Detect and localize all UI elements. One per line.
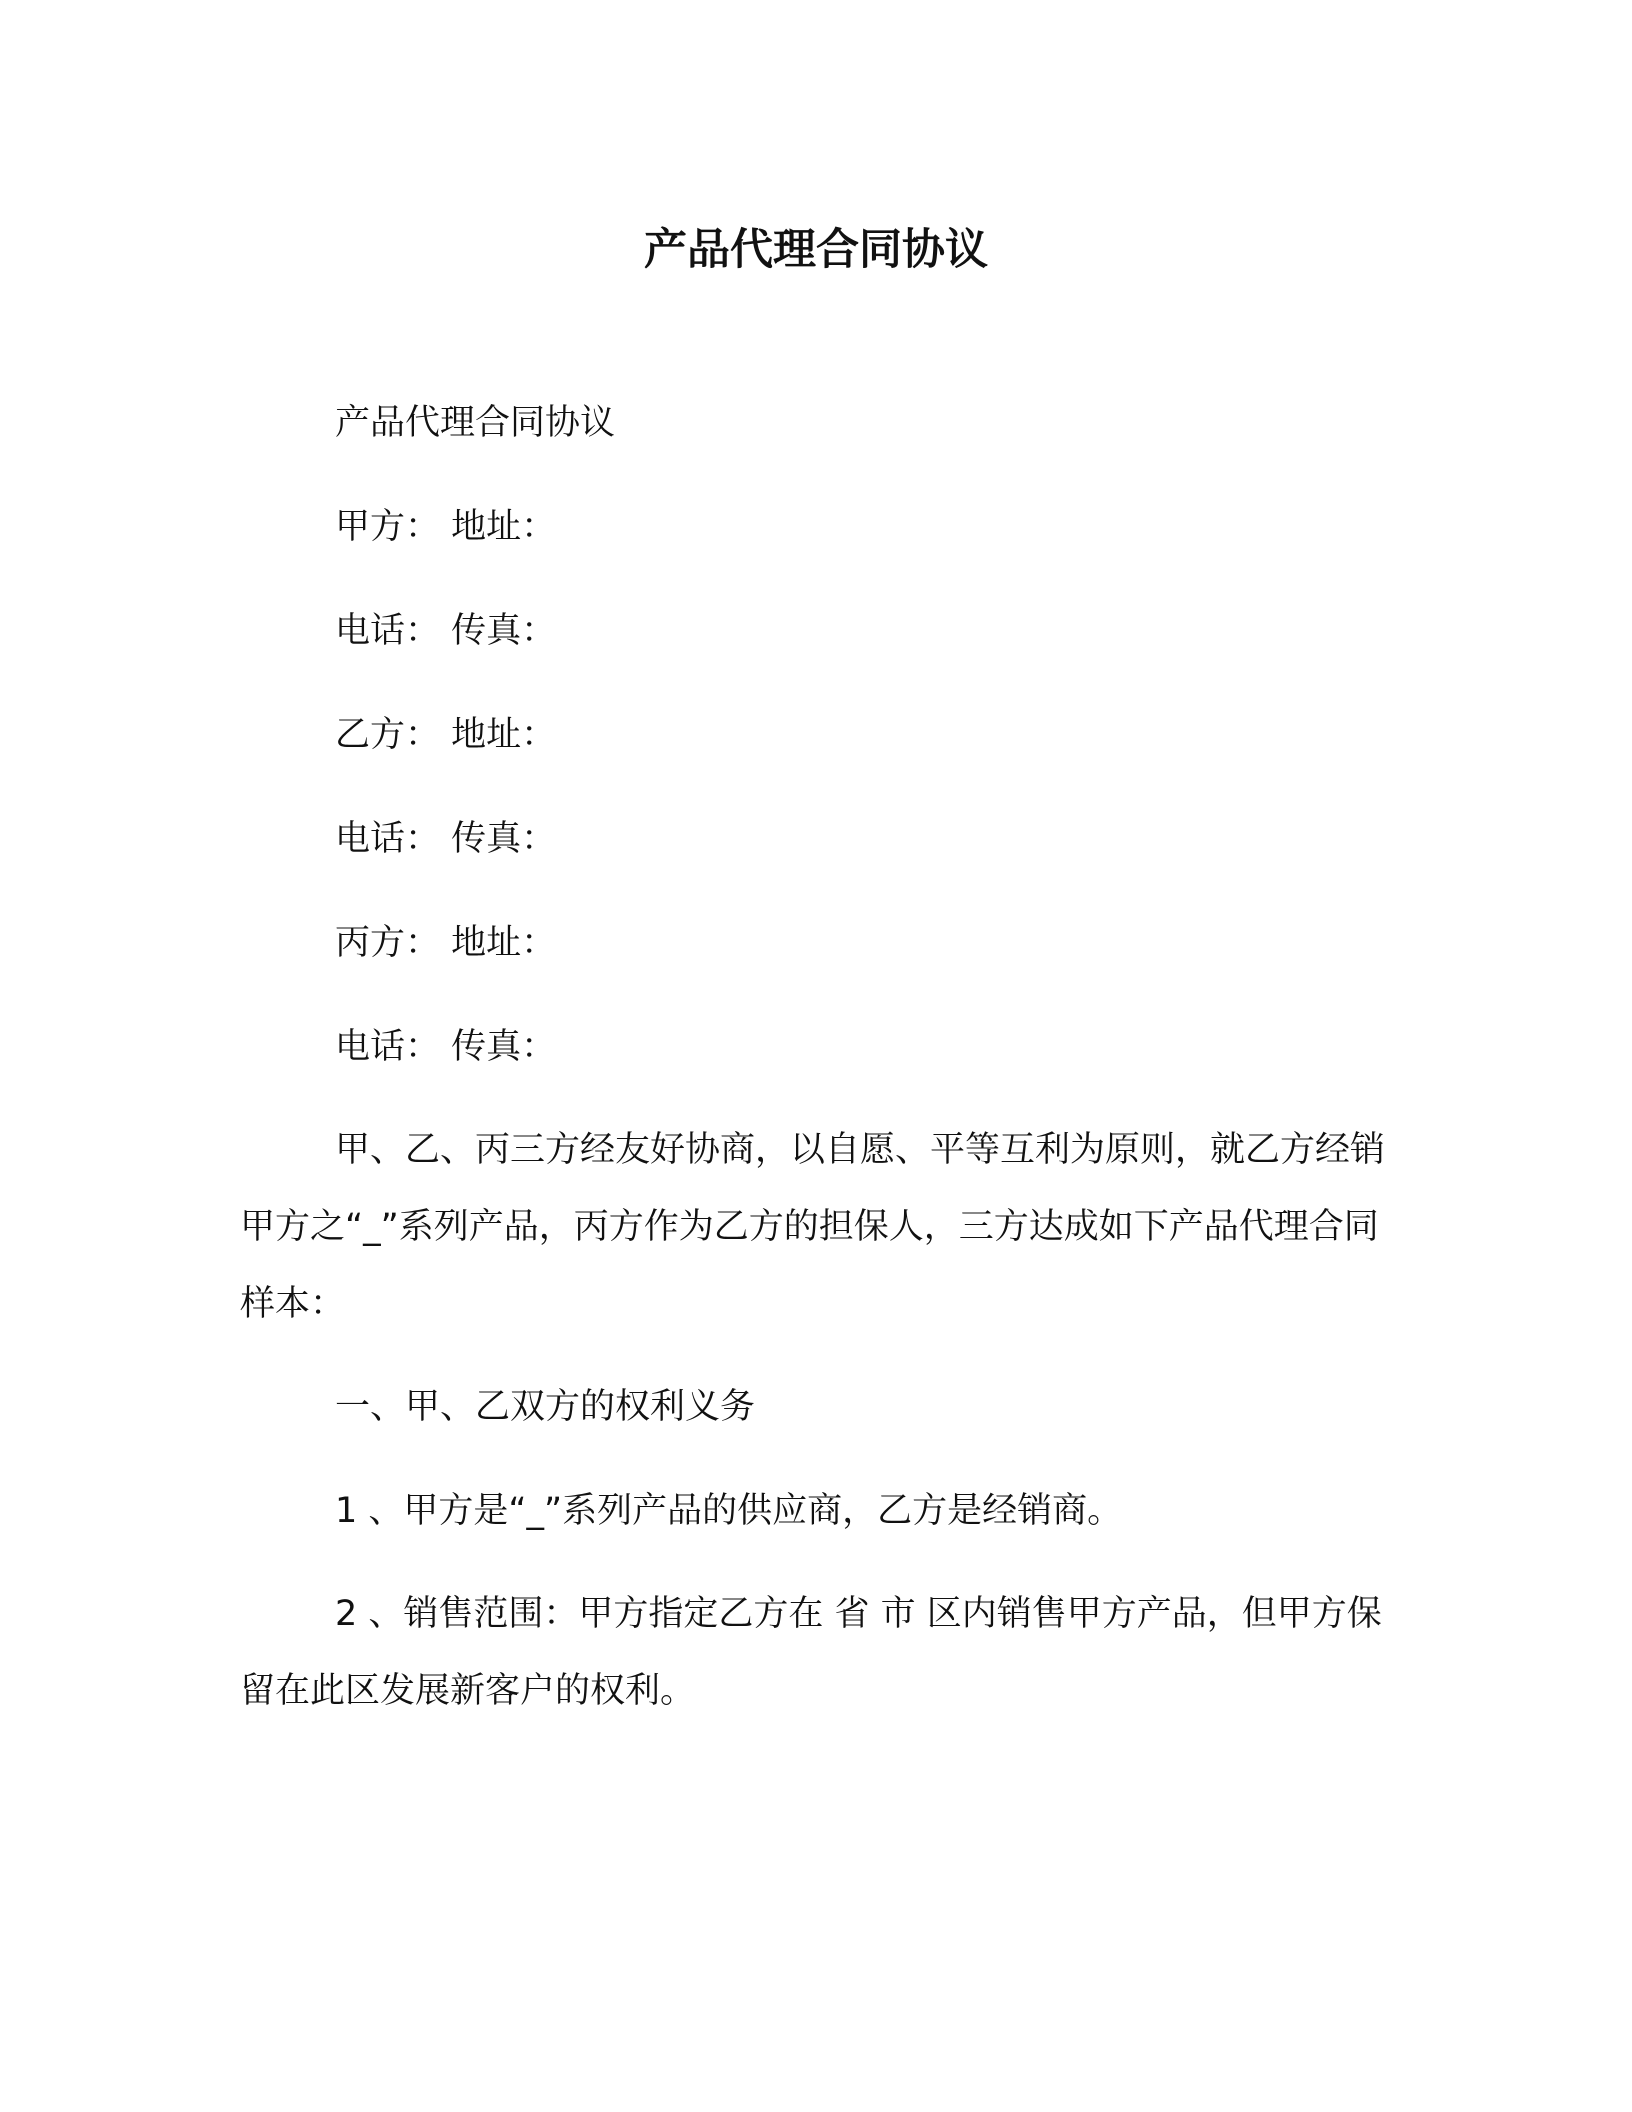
party-a-phone-line: 电话： 传真： [335,611,557,651]
subtitle-line: 产品代理合同协议 [335,403,616,443]
clause-2: 2 、销售范围：甲方指定乙方在 省 市 区内销售甲方产品，但甲方保留在此区发展新客户的权利。 [240,1594,1382,1711]
document-title: 产品代理合同协议 [644,225,988,275]
section-one-heading: 一、甲、乙双方的权利义务 [335,1387,756,1427]
intro-paragraph: 甲、乙、丙三方经友好协商，以自愿、平等互利为原则，就乙方经销甲方之“_”系列产品，丙方作为乙方的担保人，三方达成如下产品代理合同样本： [240,1130,1386,1324]
party-b-phone-line: 电话： 传真： [335,819,557,859]
clause-1: 1 、甲方是“_”系列产品的供应商，乙方是经销商。 [335,1491,1123,1531]
party-c-address-line: 丙方： 地址： [335,923,557,963]
party-c-phone-line: 电话： 传真： [335,1027,557,1067]
party-a-address-line: 甲方： 地址： [335,507,557,547]
party-b-address-line: 乙方： 地址： [335,715,557,755]
